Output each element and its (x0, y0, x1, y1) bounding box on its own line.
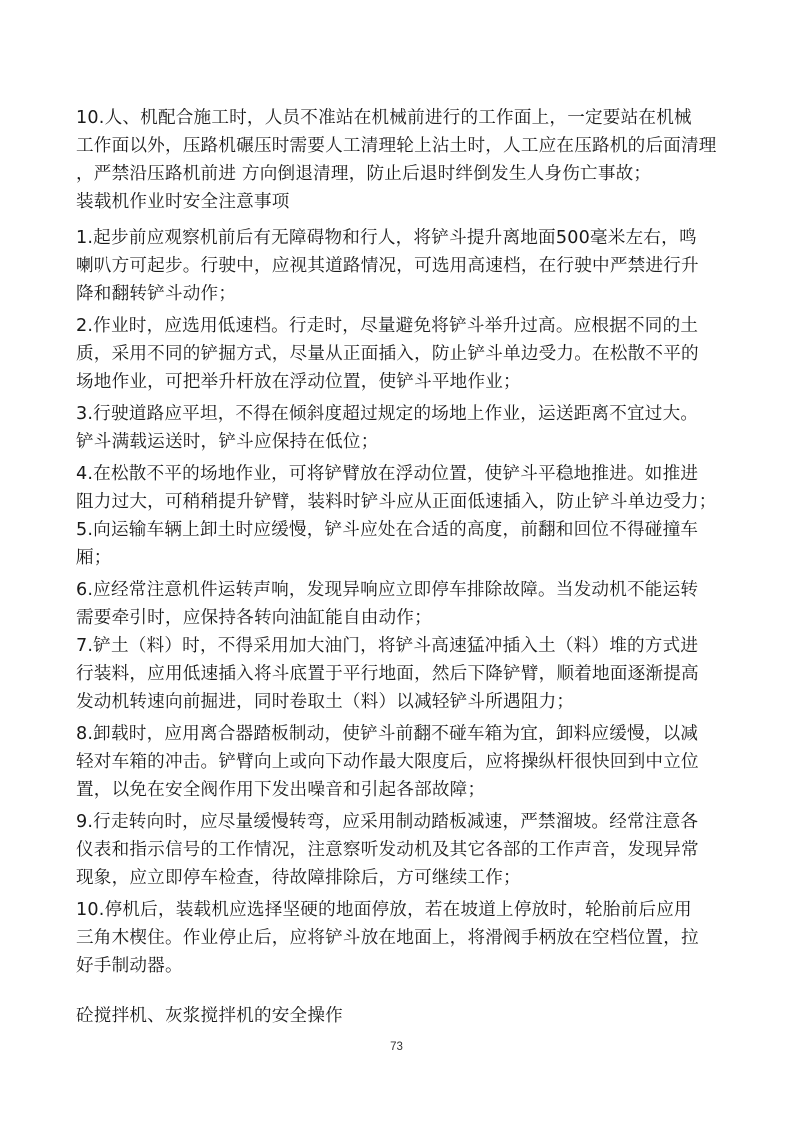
text-line: 8.卸载时，应用离合器踏板制动，使铲斗前翻不碰车箱为宜，卸料应缓慢，以减 (76, 724, 699, 744)
text-line: 质，采用不同的铲掘方式，尽量从正面插入，防止铲斗单边受力。在松散不平的 (76, 344, 699, 364)
text-line: 7.铲土（料）时，不得采用加大油门，将铲斗高速猛冲插入土（料）堆的方式进 (76, 636, 699, 656)
section-heading: 装载机作业时安全注意事项 (76, 192, 290, 212)
text-line: 置，以免在安全阀作用下发出噪音和引起各部故障； (76, 780, 486, 800)
text-line: 10.停机后，装载机应选择坚硬的地面停放，若在坡道上停放时，轮胎前后应用 (76, 900, 692, 920)
section-heading: 砼搅拌机、灰浆搅拌机的安全操作 (76, 1006, 343, 1026)
text-line: 行装料，应用低速插入将斗底置于平行地面，然后下降铲臂，顺着地面逐渐提高 (76, 664, 699, 684)
text-line: 现象，应立即停车检查，待故障排除后，方可继续工作； (76, 868, 521, 888)
text-line: 4.在松散不平的场地作业，可将铲臂放在浮动位置，使铲斗平稳地推进。如推进 (76, 464, 699, 484)
text-line: 9.行走转向时，应尽量缓慢转弯，应采用制动踏板减速，严禁溜坡。经常注意各 (76, 812, 699, 832)
page-number: 73 (390, 1041, 403, 1053)
text-line: 6.应经常注意机件运转声响，发现异响应立即停车排除故障。当发动机不能运转 (76, 580, 699, 600)
text-line: 3.行驶道路应平坦，不得在倾斜度超过规定的场地上作业，运送距离不宜过大。 (76, 404, 699, 424)
text-line: 好手制动器。 (76, 956, 183, 976)
text-line: 阻力过大，可稍稍提升铲臂，装料时铲斗应从正面低速插入，防止铲斗单边受力； (76, 492, 717, 512)
text-line: 轻对车箱的冲击。铲臂向上或向下动作最大限度后，应将操纵杆很快回到中立位 (76, 752, 699, 772)
text-line: 2.作业时，应选用低速档。行走时，尽量避免将铲斗举升过高。应根据不同的土 (76, 316, 699, 336)
text-line: 铲斗满载运送时，铲斗应保持在低位； (76, 432, 379, 452)
text-line: 降和翻转铲斗动作； (76, 284, 237, 304)
text-line: 三角木楔住。作业停止后，应将铲斗放在地面上，将滑阀手柄放在空档位置，拉 (76, 928, 699, 948)
text-line: 场地作业，可把举升杆放在浮动位置，使铲斗平地作业； (76, 372, 521, 392)
text-line: 5.向运输车辆上卸土时应缓慢，铲斗应处在合适的高度，前翻和回位不得碰撞车 (76, 520, 699, 540)
text-line: 需要牵引时，应保持各转向油缸能自由动作； (76, 608, 432, 628)
text-line: 10.人、机配合施工时，人员不准站在机械前进行的工作面上，一定要站在机械 (76, 108, 692, 128)
text-line: 工作面以外，压路机碾压时需要人工清理轮上沾土时，人工应在压路机的后面清理 (76, 136, 717, 156)
text-line: 喇叭方可起步。行驶中，应视其道路情况，可选用高速档，在行驶中严禁进行升 (76, 256, 699, 276)
text-line: 1.起步前应观察机前后有无障碍物和行人，将铲斗提升离地面500毫米左右，鸣 (76, 228, 697, 248)
text-line: 发动机转速向前掘进，同时卷取土（料）以减轻铲斗所遇阻力； (76, 692, 575, 712)
text-line: 仪表和指示信号的工作情况，注意察听发动机及其它各部的工作声音，发现异常 (76, 840, 699, 860)
text-line: 厢； (76, 548, 112, 568)
text-line: ，严禁沿压路机前进 方向倒退清理，防止后退时绊倒发生人身伤亡事故； (76, 164, 652, 184)
